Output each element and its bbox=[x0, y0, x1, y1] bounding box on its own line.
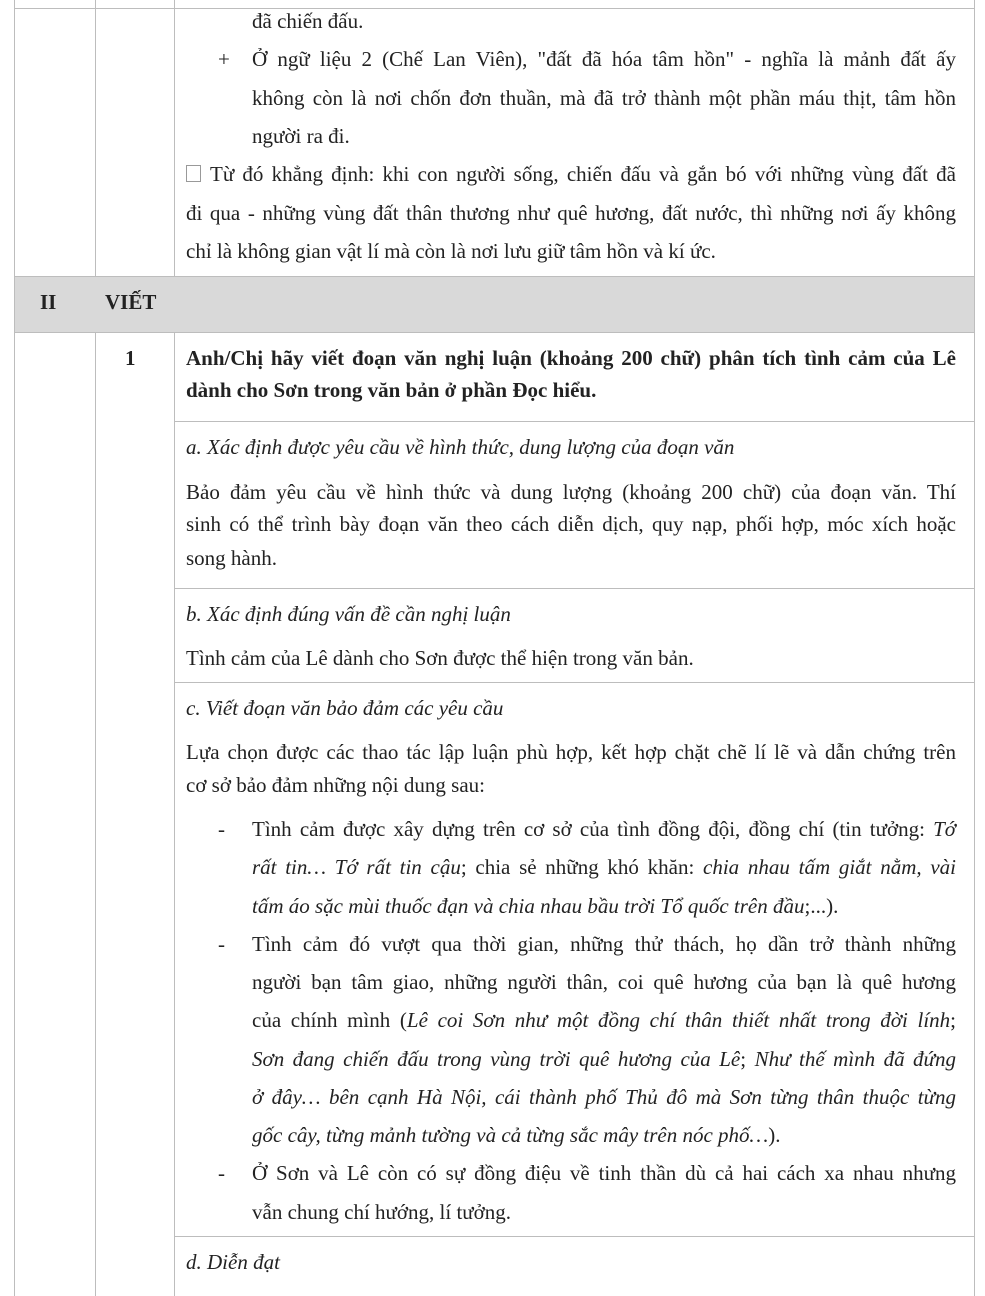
row-border-c-top bbox=[174, 682, 975, 683]
question-number: 1 bbox=[125, 346, 136, 370]
bullet-line: của chính mình (Lê coi Sơn như một đồng chí thân thiết nhất trong đời lính; bbox=[252, 1008, 956, 1032]
bullet-line: tấm áo sặc mùi thuốc đạn và chia nhau bầu trời Tổ quốc trên đầu;...). bbox=[252, 894, 839, 918]
row-border-section2-top bbox=[14, 276, 975, 277]
question-prompt-line: Anh/Chị hãy viết đoạn văn nghị luận (khoảng 200 chữ) phân tích tình cảm của Lê bbox=[186, 346, 956, 370]
criterion-b-heading: b. Xác định đúng vấn đề cần nghị luận bbox=[186, 602, 511, 626]
conclusion-line: đi qua - những vùng đất thân thương như quê hương, đất nước, thì những nơi ấy không bbox=[186, 201, 956, 225]
bullet-line: Ở Sơn và Lê còn có sự đồng điệu về tinh thần dù cả hai cách xa nhau nhưng bbox=[252, 1161, 956, 1185]
criterion-a-line: sinh có thể trình bày đoạn văn theo cách diễn dịch, quy nạp, phối hợp, móc xích hoặc bbox=[186, 512, 956, 536]
bullet-line: vẫn chung chí hướng, lí tưởng. bbox=[252, 1200, 512, 1224]
dash-marker: - bbox=[218, 1161, 225, 1185]
bullet-line: Tình cảm được xây dựng trên cơ sở của tình đồng đội, đồng chí (tin tưởng: Tớ bbox=[252, 817, 956, 841]
column-divider-2-top bbox=[174, 0, 175, 276]
row-border-d-top bbox=[174, 1236, 975, 1237]
dash-marker: - bbox=[218, 932, 225, 956]
text-line: đã chiến đấu. bbox=[252, 9, 364, 33]
checkbox-glyph-icon bbox=[186, 165, 201, 182]
conclusion-line: Từ đó khẳng định: khi con người sống, chiến đấu và gắn bó với những vùng đất đã bbox=[186, 155, 956, 193]
bullet-line: Sơn đang chiến đấu trong vùng trời quê hương của Lê; Như thế mình đã đứng bbox=[252, 1047, 956, 1071]
text-line: không còn là nơi chốn đơn thuần, mà đã trở thành một phần máu thịt, tâm hồn bbox=[252, 86, 956, 110]
row-border-section2-bottom bbox=[14, 332, 975, 333]
table-border-right bbox=[974, 0, 975, 1296]
text-line: Ở ngữ liệu 2 (Chế Lan Viên), "đất đã hóa tâm hồn" - nghĩa là mảnh đất ấy bbox=[252, 47, 956, 71]
text-line: người ra đi. bbox=[252, 124, 350, 148]
bullet-line: Tình cảm đó vượt qua thời gian, những thử thách, họ dần trở thành những bbox=[252, 932, 956, 956]
column-divider-1 bbox=[95, 332, 96, 1296]
section-title: VIẾT bbox=[105, 290, 157, 314]
bullet-line: gốc cây, từng mảnh tường và cả từng sắc mây trên nóc phố…). bbox=[252, 1123, 781, 1147]
question-prompt-line: dành cho Sơn trong văn bản ở phần Đọc hiểu. bbox=[186, 378, 597, 402]
criterion-a-line: Bảo đảm yêu cầu về hình thức và dung lượng (khoảng 200 chữ) của đoạn văn. Thí bbox=[186, 480, 956, 504]
bullet-line: ở đây… bên cạnh Hà Nội, cái thành phố Thủ đô mà Sơn từng thân thuộc từng bbox=[252, 1085, 956, 1109]
bullet-line: người bạn tâm giao, những người thân, coi quê hương của bạn là quê hương bbox=[252, 970, 956, 994]
dash-marker: - bbox=[218, 817, 225, 841]
section-number: II bbox=[40, 290, 57, 314]
row-border-a-top bbox=[174, 421, 975, 422]
criterion-c-intro-line: Lựa chọn được các thao tác lập luận phù hợp, kết hợp chặt chẽ lí lẽ và dẫn chứng trên bbox=[186, 740, 956, 764]
conclusion-line: chỉ là không gian vật lí mà còn là nơi lưu giữ tâm hồn và kí ức. bbox=[186, 239, 716, 263]
plus-marker: + bbox=[218, 47, 230, 71]
row-border-top bbox=[14, 8, 975, 9]
criterion-b-line: Tình cảm của Lê dành cho Sơn được thể hiện trong văn bản. bbox=[186, 646, 694, 670]
criterion-c-intro-line: cơ sở bảo đảm những nội dung sau: bbox=[186, 773, 485, 797]
column-divider-1-top bbox=[95, 0, 96, 276]
column-divider-2 bbox=[174, 332, 175, 1296]
row-border-b-top bbox=[174, 588, 975, 589]
criterion-a-line: song hành. bbox=[186, 546, 277, 570]
criterion-a-heading: a. Xác định được yêu cầu về hình thức, dung lượng của đoạn văn bbox=[186, 435, 735, 459]
criterion-c-heading: c. Viết đoạn văn bảo đảm các yêu cầu bbox=[186, 696, 504, 720]
criterion-d-heading: d. Diễn đạt bbox=[186, 1250, 280, 1274]
table-border-left bbox=[14, 0, 15, 1296]
section-header-band bbox=[14, 276, 975, 332]
bullet-line: rất tin… Tớ rất tin cậu; chia sẻ những khó khăn: chia nhau tấm giắt nằm, vài bbox=[252, 855, 957, 879]
